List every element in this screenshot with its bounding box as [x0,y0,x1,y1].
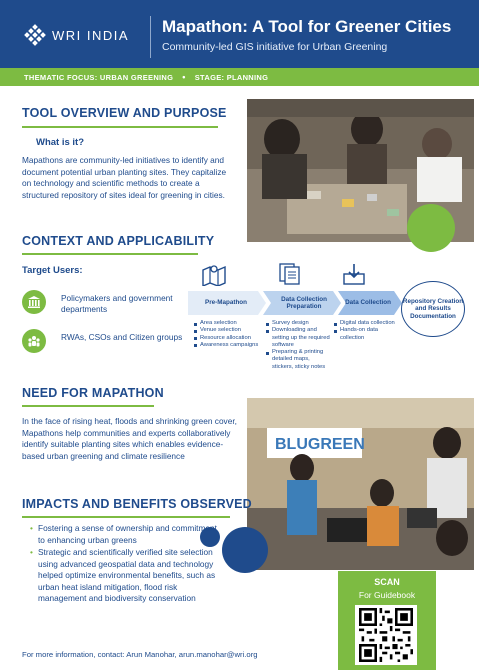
impacts-rule [22,516,230,518]
data-collection-list [334,320,402,342]
scan-subtitle: For Guidebook [358,590,416,600]
preparation-list [266,320,332,371]
footer-contact: For more information, contact: Arun Manohar, arun.manohar@wri.org [22,650,258,659]
scan-title: SCAN [374,577,400,587]
target-user-rwas: RWAs, CSOs and Citizen groups [61,332,183,342]
need-heading: NEED FOR MAPATHON [22,386,164,400]
step-repository-creation: Repository Creation and Results Documentation [401,281,465,337]
map-icon [201,262,227,286]
list-item: • Strategic and scientifically verified site selection using advanced geospatial data and technology helped optimize environmental benefits, such as urban heat island mitigation, flood risk management and biodiversity conservation [30,547,225,605]
decorative-navy-circle-large [222,527,268,573]
need-text: In the face of rising heat, floods and shrinking green cover, Mapathons help communities and experts collaboratively identify suitable planting sites which enables evidence-based urban greening and climate resilience [22,416,237,461]
mapathon-session-photo [247,398,474,570]
list-item: Digital data collection [334,320,402,327]
thematic-focus-tag: THEMATIC FOCUS: URBAN GREENING [24,72,174,82]
list-item: • Fostering a sense of ownership and commitment to enhancing urban greens [30,523,225,546]
overview-heading: TOOL OVERVIEW AND PURPOSE [22,106,227,120]
blugreen-banner-text: BLUGREEN [275,436,365,453]
list-item: Preparing & printing detailed maps, stickers, sticky notes [266,349,332,371]
session-photo-illustration [247,398,474,570]
step-pre-mapathon: Pre-Mapathon [205,299,247,307]
list-item: Area selection [194,320,262,327]
context-rule [22,253,198,255]
impacts-list [30,523,225,606]
tag-separator: • [182,72,186,82]
overview-rule [22,126,218,128]
community-group-icon [22,329,46,353]
qr-scan-box [338,571,436,670]
page-title: Mapathon: A Tool for Greener Cities [162,17,452,36]
documents-icon [277,261,303,285]
step-data-collection: Data Collection [345,299,391,307]
step-data-collection-preparation: Data Collection Preparation [281,295,327,310]
pre-mapathon-list [194,320,262,349]
logo-text: WRI INDIA [52,27,130,43]
list-item: Survey design [266,320,332,327]
wri-logo-icon [24,24,46,46]
impacts-heading: IMPACTS AND BENEFITS OBSERVED [22,497,252,511]
list-item: Hands-on data collection [334,327,402,342]
decorative-green-circle [407,204,455,252]
need-rule [22,405,154,407]
list-item: Awareness campaigns [194,342,262,349]
list-item: Downloading and setting up the required software [266,327,332,349]
qr-code[interactable] [355,605,417,665]
page-subtitle: Community-led GIS initiative for Urban Greening [162,41,388,53]
wri-india-logo [24,24,129,46]
target-user-policymakers: Policymakers and government departments [61,293,173,314]
list-item: Venue selection [194,327,262,334]
list-item: Resource allocation [194,335,262,342]
header-divider [150,16,151,58]
qr-code-icon [358,608,414,662]
context-heading: CONTEXT AND APPLICABILITY [22,234,215,248]
tag-bar [0,68,479,86]
government-building-icon [22,290,46,314]
header-banner [0,0,479,68]
target-users-label: Target Users: [22,265,83,276]
overview-text: Mapathons are community-led initiatives to identify and document potential urban planting sites. They capitalize on technology and scientific methods to create a structured repository of sites ideal for greening in cities. [22,155,227,200]
download-icon [341,262,367,286]
what-is-it-label: What is it? [36,137,85,148]
stage-tag: STAGE: PLANNING [194,72,269,82]
